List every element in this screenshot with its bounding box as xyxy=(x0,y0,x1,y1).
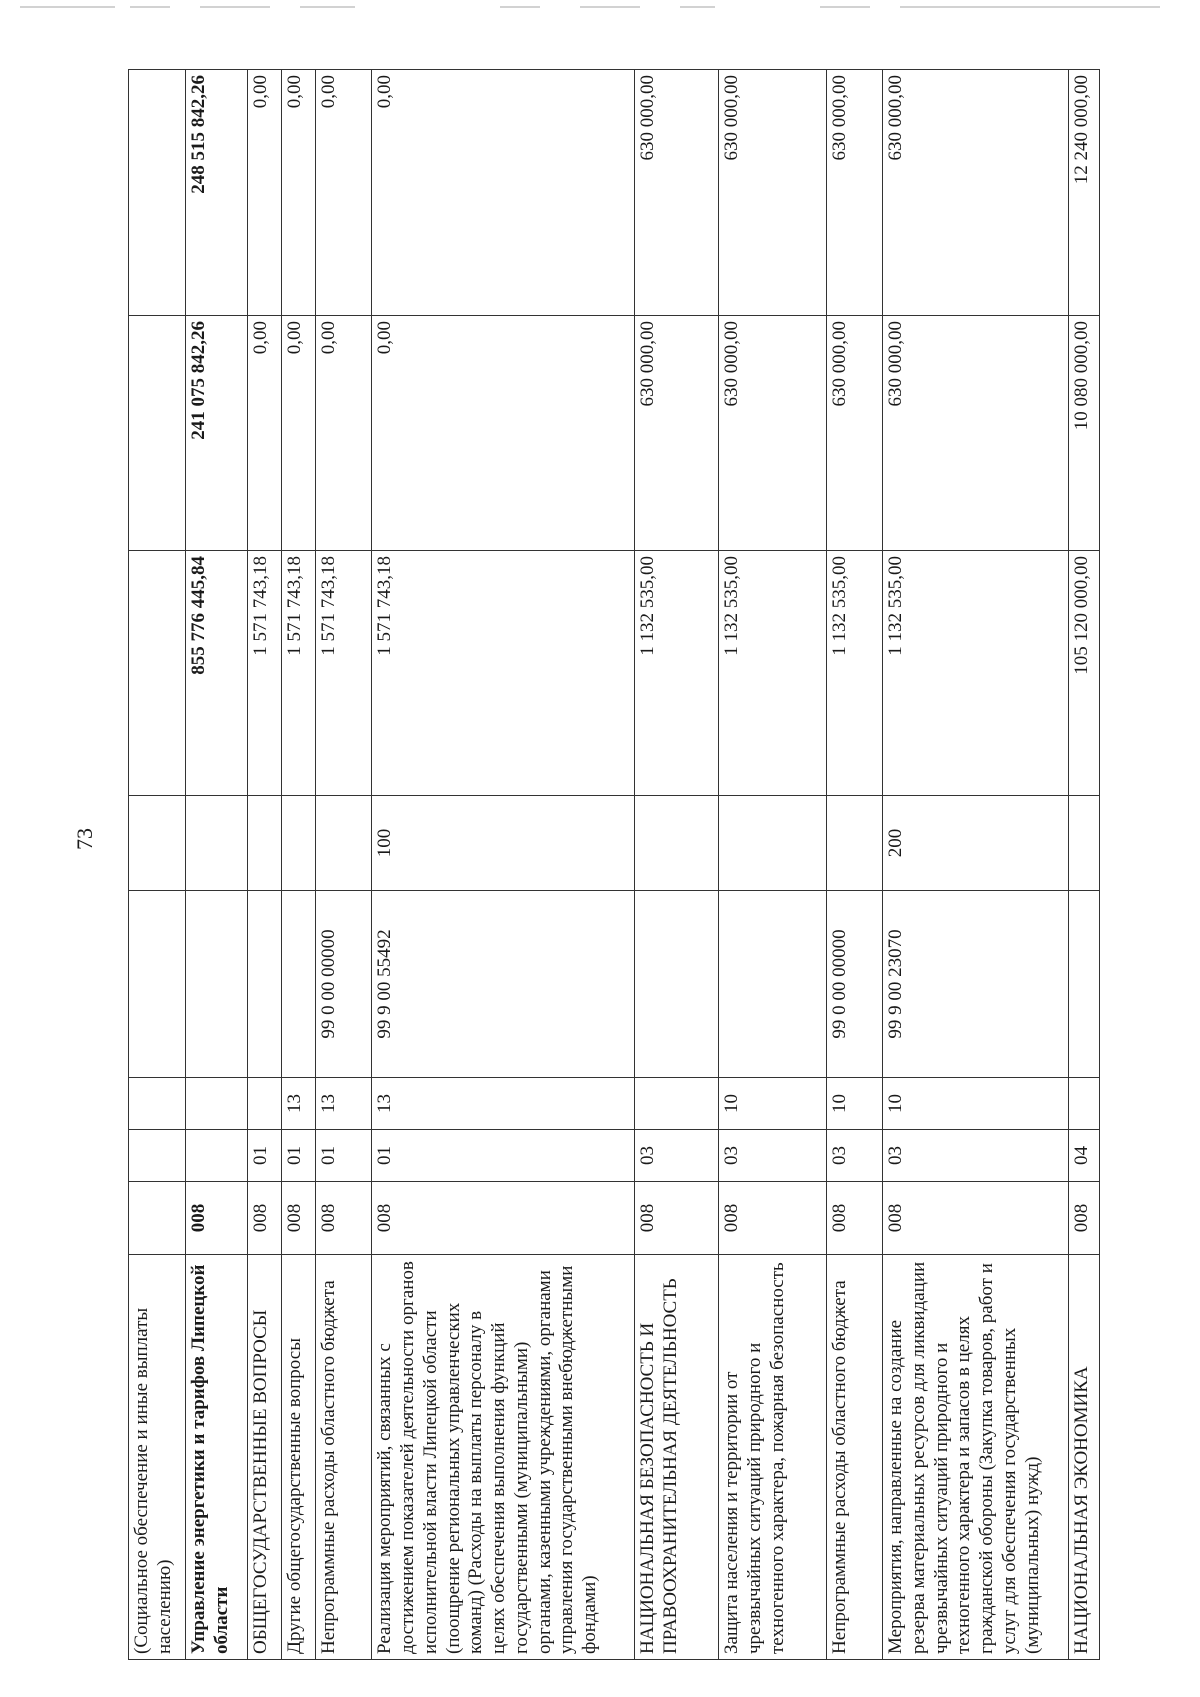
cell-grbs: 008 xyxy=(315,1182,371,1255)
cell-rz: 01 xyxy=(281,1130,315,1182)
cell-name: Другие общегосударственные вопросы xyxy=(281,1255,315,1660)
cell-sum-2025: 630 000,00 xyxy=(882,70,1068,316)
cell-name: (Социальное обеспечение и иные выплаты населению) xyxy=(129,1255,186,1660)
cell-grbs: 008 xyxy=(882,1182,1068,1255)
cell-grbs: 008 xyxy=(1068,1182,1099,1255)
cell-name: НАЦИОНАЛЬНАЯ ЭКОНОМИКА xyxy=(1068,1255,1099,1660)
cell-sum-2025: 630 000,00 xyxy=(719,70,826,316)
cell-name: Реализация мероприятий, связанных с достижением показателей деятельности органов исполнительной власти Липецкой области (поощрение региональных управленческих команд) (Расходы на выплаты персоналу в целях обеспечения выполнения функций государственными (муниципальными) органами, казенными учреждениями, органами управления государственными внебюджетными фондами) xyxy=(372,1255,635,1660)
cell-csr xyxy=(186,891,248,1078)
cell-sum-2023: 1 571 743,18 xyxy=(248,551,282,796)
cell-sum-2023 xyxy=(129,551,186,796)
cell-sum-2023: 1 571 743,18 xyxy=(372,551,635,796)
cell-vr xyxy=(719,796,826,891)
cell-pr xyxy=(1068,1078,1099,1130)
cell-sum-2025: 0,00 xyxy=(315,70,371,316)
table-row xyxy=(248,70,282,1660)
cell-vr xyxy=(186,796,248,891)
cell-sum-2024: 630 000,00 xyxy=(882,316,1068,551)
cell-sum-2025: 248 515 842,26 xyxy=(186,70,248,316)
cell-pr xyxy=(186,1078,248,1130)
table-row xyxy=(186,70,248,1660)
cell-csr xyxy=(129,891,186,1078)
cell-grbs: 008 xyxy=(281,1182,315,1255)
cell-pr: 13 xyxy=(281,1078,315,1130)
cell-sum-2025: 0,00 xyxy=(281,70,315,316)
cell-name: НАЦИОНАЛЬНАЯ БЕЗОПАСНОСТЬ И ПРАВООХРАНИТЕЛЬНАЯ ДЕЯТЕЛЬНОСТЬ xyxy=(634,1255,719,1660)
page-number: 73 xyxy=(72,828,97,850)
cell-name: Непрограммные расходы областного бюджета xyxy=(826,1255,882,1660)
cell-rz: 01 xyxy=(315,1130,371,1182)
cell-sum-2024: 630 000,00 xyxy=(634,316,719,551)
cell-sum-2024: 0,00 xyxy=(315,316,371,551)
cell-sum-2023: 1 132 535,00 xyxy=(634,551,719,796)
cell-csr xyxy=(1068,891,1099,1078)
cell-rz xyxy=(186,1130,248,1182)
cell-vr xyxy=(634,796,719,891)
cell-name: Управление энергетики и тарифов Липецкой области xyxy=(186,1255,248,1660)
table-row xyxy=(1068,70,1099,1660)
cell-csr xyxy=(634,891,719,1078)
cell-sum-2024: 241 075 842,26 xyxy=(186,316,248,551)
cell-sum-2023: 105 120 000,00 xyxy=(1068,551,1099,796)
cell-rz: 03 xyxy=(634,1130,719,1182)
cell-grbs: 008 xyxy=(186,1182,248,1255)
cell-sum-2023: 1 132 535,00 xyxy=(719,551,826,796)
cell-sum-2024: 10 080 000,00 xyxy=(1068,316,1099,551)
cell-grbs: 008 xyxy=(719,1182,826,1255)
cell-pr xyxy=(634,1078,719,1130)
cell-pr: 13 xyxy=(372,1078,635,1130)
cell-name: ОБЩЕГОСУДАРСТВЕННЫЕ ВОПРОСЫ xyxy=(248,1255,282,1660)
cell-csr: 99 9 00 23070 xyxy=(882,891,1068,1078)
cell-sum-2025: 0,00 xyxy=(248,70,282,316)
rotated-table-container xyxy=(128,70,1100,1660)
cell-sum-2025: 0,00 xyxy=(372,70,635,316)
cell-vr xyxy=(1068,796,1099,891)
cell-pr: 10 xyxy=(719,1078,826,1130)
cell-vr: 100 xyxy=(372,796,635,891)
cell-grbs xyxy=(129,1182,186,1255)
cell-name: Защита населения и территории от чрезвычайных ситуаций природного и техногенного характера, пожарная безопасность xyxy=(719,1255,826,1660)
cell-rz xyxy=(129,1130,186,1182)
cell-grbs: 008 xyxy=(826,1182,882,1255)
cell-sum-2023: 1 571 743,18 xyxy=(315,551,371,796)
cell-rz: 04 xyxy=(1068,1130,1099,1182)
cell-sum-2023: 1 132 535,00 xyxy=(882,551,1068,796)
cell-pr: 10 xyxy=(826,1078,882,1130)
budget-table xyxy=(128,69,1100,1660)
cell-csr: 99 9 00 55492 xyxy=(372,891,635,1078)
cell-csr: 99 0 00 00000 xyxy=(826,891,882,1078)
cell-csr xyxy=(719,891,826,1078)
table-row xyxy=(281,70,315,1660)
cell-vr xyxy=(129,796,186,891)
cell-rz: 03 xyxy=(719,1130,826,1182)
cell-vr xyxy=(248,796,282,891)
table-row xyxy=(634,70,719,1660)
cell-sum-2024: 0,00 xyxy=(248,316,282,551)
cell-sum-2024: 0,00 xyxy=(372,316,635,551)
cell-rz: 01 xyxy=(372,1130,635,1182)
cell-pr xyxy=(248,1078,282,1130)
cell-name: Мероприятия, направленные на создание резерва материальных ресурсов для ликвидации чрезвычайных ситуаций природного и техногенного характера и запасов в целях гражданской обороны (Закупка товаров, работ и услуг для обеспечения государственных (муниципальных) нужд) xyxy=(882,1255,1068,1660)
cell-name: Непрограммные расходы областного бюджета xyxy=(315,1255,371,1660)
cell-sum-2025: 12 240 000,00 xyxy=(1068,70,1099,316)
cell-pr: 13 xyxy=(315,1078,371,1130)
cell-rz: 03 xyxy=(882,1130,1068,1182)
cell-pr: 10 xyxy=(882,1078,1068,1130)
cell-vr xyxy=(315,796,371,891)
cell-rz: 01 xyxy=(248,1130,282,1182)
cell-sum-2023: 1 132 535,00 xyxy=(826,551,882,796)
cell-vr: 200 xyxy=(882,796,1068,891)
cell-sum-2025: 630 000,00 xyxy=(634,70,719,316)
cell-csr: 99 0 00 00000 xyxy=(315,891,371,1078)
cell-csr xyxy=(281,891,315,1078)
cell-vr xyxy=(281,796,315,891)
cell-sum-2023: 855 776 445,84 xyxy=(186,551,248,796)
table-row xyxy=(826,70,882,1660)
scan-noise xyxy=(0,6,1200,12)
cell-rz: 03 xyxy=(826,1130,882,1182)
cell-sum-2024 xyxy=(129,316,186,551)
cell-sum-2024: 0,00 xyxy=(281,316,315,551)
table-row xyxy=(882,70,1068,1660)
cell-pr xyxy=(129,1078,186,1130)
table-row xyxy=(315,70,371,1660)
cell-grbs: 008 xyxy=(372,1182,635,1255)
table-row xyxy=(129,70,186,1660)
cell-sum-2024: 630 000,00 xyxy=(826,316,882,551)
cell-sum-2025: 630 000,00 xyxy=(826,70,882,316)
table-row xyxy=(372,70,635,1660)
table-row xyxy=(719,70,826,1660)
cell-grbs: 008 xyxy=(634,1182,719,1255)
cell-sum-2025 xyxy=(129,70,186,316)
cell-vr xyxy=(826,796,882,891)
cell-grbs: 008 xyxy=(248,1182,282,1255)
cell-sum-2024: 630 000,00 xyxy=(719,316,826,551)
cell-sum-2023: 1 571 743,18 xyxy=(281,551,315,796)
cell-csr xyxy=(248,891,282,1078)
